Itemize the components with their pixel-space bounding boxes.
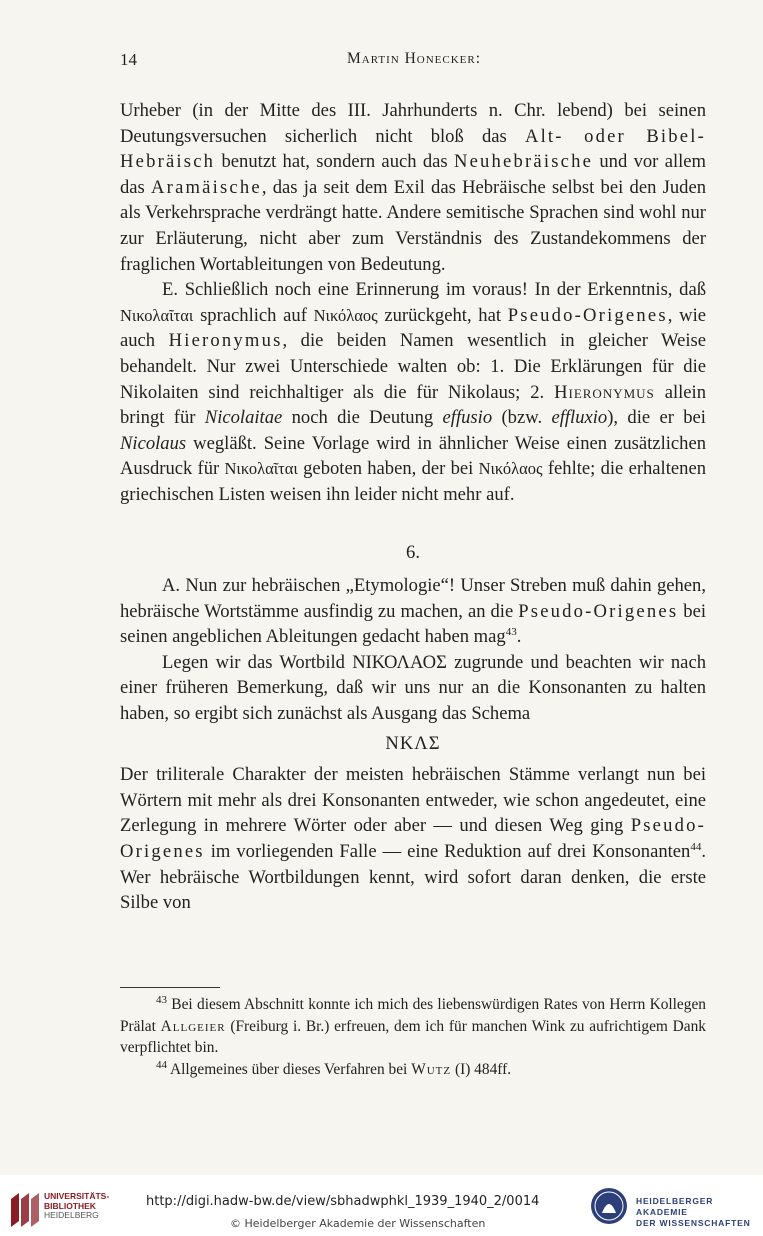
- footnote-ref: 43: [505, 626, 517, 639]
- text-run: (Freiburg i. Br.) erfreuen, dem ich für manchen Wink zu aufrichtigem Dank verpflichtet bin.: [120, 1017, 706, 1056]
- italic-word: Nicolaitae: [204, 407, 283, 429]
- spaced-text: Neuhebräische: [453, 151, 594, 173]
- greek-word: Νικολαῖται: [120, 305, 194, 325]
- running-head: Martin Honecker:: [346, 50, 482, 67]
- digitization-footer: [0, 1175, 763, 1236]
- footnote-rule: [120, 987, 220, 988]
- text-run: allein bringt für: [120, 381, 706, 429]
- spaced-text: Aramäische: [151, 176, 262, 198]
- text-run: ), die er bei: [607, 407, 706, 429]
- academy-name-line: DER WISSENSCHAFTEN: [636, 1218, 751, 1228]
- text-run: sprachlich auf: [193, 304, 314, 326]
- text-run: fehlte; die erhaltenen griechischen Listen weisen ihn leider nicht mehr auf.: [120, 458, 706, 505]
- paragraph-2: [120, 277, 706, 507]
- page-header: [120, 50, 708, 72]
- spaced-text: Pseudo-Origenes: [507, 304, 668, 326]
- footnote-ref: 44: [690, 840, 702, 853]
- spaced-text: Pseudo-Origenes: [518, 600, 679, 622]
- italic-word: Nicolaus: [120, 432, 187, 454]
- text-run: (bzw.: [492, 407, 552, 429]
- text-run: benutzt hat, sondern auch das: [215, 151, 454, 173]
- spaced-text: Alt- oder Bibel-Hebräisch: [120, 125, 706, 173]
- text-run: im vorliegenden Falle — eine Reduktion auf drei Konsonanten: [204, 841, 691, 863]
- greek-word: Νικόλαος: [478, 459, 543, 479]
- text-run: (I) 484ff.: [451, 1060, 512, 1078]
- small-caps-name: Allgeier: [160, 1017, 226, 1035]
- footnote-number: 43: [156, 993, 167, 1006]
- academy-name-line: HEIDELBERGER AKADEMIE: [636, 1196, 714, 1217]
- text-run: .: [516, 626, 522, 648]
- page-number: 14: [120, 50, 137, 69]
- consonant-schema: ΝΚΛΣ: [385, 732, 441, 754]
- greek-word: Νικόλαος: [313, 305, 378, 325]
- academy-logo-icon[interactable]: [590, 1187, 628, 1225]
- text-run: . Wer hebräische Wortbildungen kennt, wird sofort daran denken, die erste Silbe von: [120, 841, 706, 914]
- text-run: Allgemeines über dieses Verfahren bei: [167, 1060, 412, 1078]
- library-logo-icon[interactable]: [8, 1191, 42, 1229]
- text-run: geboten haben, der bei: [297, 458, 479, 480]
- text-run: bei seinen angeblichen Ableitungen gedacht haben mag: [120, 600, 706, 648]
- text-run: Bei diesem Abschnitt konnte ich mich des liebenswürdigen Rates von Herrn Kollegen Prälat: [120, 996, 706, 1035]
- text-run: wegläßt. Seine Vorlage wird in ähnlicher Weise einen zusätzlichen Ausdruck für: [120, 432, 706, 480]
- spaced-text: Pseudo-Origenes: [120, 815, 706, 863]
- small-caps-name: Hieronymus: [554, 381, 655, 403]
- paragraph-1: [120, 98, 706, 277]
- italic-word: effusio: [442, 407, 493, 429]
- text-run: A. Nun zur hebräischen „Etymologie“! Unser Streben muß dahin gehen, hebräische Wortstämme ausfindig zu machen, an die: [120, 575, 706, 622]
- text-run: , das ja seit dem Exil das Hebräische selbst bei den Juden als Verkehrsprache verdrängt hatte. Andere semitische Sprachen sind wohl nur zur Erläuterung, nicht aber zum Verständnis des Zustandekommens der fraglichen Wortableitungen von Bedeutung.: [120, 176, 707, 275]
- footnote-44: [120, 1059, 706, 1081]
- text-run: Urheber (in der Mitte des III. Jahrhunderts n. Chr. lebend) bei seinen Deutungsversuchen sicherlich nicht bloß das: [120, 100, 706, 147]
- text-run: Der triliterale Charakter der meisten hebräischen Stämme verlangt nun bei Wörtern mit mehr als drei Konsonanten entweder, wie schon angedeutet, eine Zerlegung in mehrere Wörter oder aber — und diesen Weg ging: [120, 764, 706, 837]
- text-run: , die beiden Namen wesentlich in gleicher Weise behandelt. Nur zwei Unterschiede walten ob: 1. Die Erklärungen für die Nikolaiten sind reichhaltiger als die für Nikolaus; 2.: [120, 330, 706, 403]
- footnote-number: 44: [156, 1058, 167, 1071]
- section-heading: 6.: [406, 541, 420, 563]
- body-text: [120, 98, 706, 916]
- library-name: [44, 1192, 109, 1221]
- academy-name: [636, 1196, 763, 1229]
- greek-word: Νικολαῖται: [224, 459, 298, 479]
- footnotes: [120, 994, 706, 1080]
- italic-word: effluxio: [551, 407, 608, 429]
- paragraph-3: [120, 573, 706, 650]
- spaced-text: Hieronymus: [168, 330, 283, 352]
- text-run: und vor allem das: [120, 151, 706, 198]
- text-run: noch die Deutung: [282, 407, 443, 429]
- paragraph-5: [120, 762, 706, 916]
- library-city: HEIDELBERG: [44, 1210, 99, 1220]
- small-caps-name: Wutz: [411, 1060, 452, 1078]
- text-run: zurückgeht, hat: [377, 304, 508, 326]
- permalink-url[interactable]: http://digi.hadw-bw.de/view/sbhadwphkl_1939_1940_2/0014: [146, 1194, 540, 1209]
- copyright-notice: © Heidelberger Akademie der Wissenschaften: [230, 1217, 486, 1230]
- library-name-line: BIBLIOTHEK: [44, 1200, 96, 1211]
- footnote-43: [120, 994, 706, 1059]
- text-run: , wie auch: [120, 304, 706, 352]
- paragraph-4: Legen wir das Wortbild ΝΙΚΟΛΑΟΣ zugrunde und beachten wir nach einer früheren Bemerkung, daß wir uns nur an die Konsonanten zu halten haben, so ergibt sich zunächst als Ausgang das Schema: [120, 651, 706, 725]
- library-name-line: UNIVERSITÄTS-: [44, 1191, 110, 1201]
- text-run: E. Schließlich noch eine Erinnerung im voraus! In der Erkenntnis, daß: [162, 279, 706, 301]
